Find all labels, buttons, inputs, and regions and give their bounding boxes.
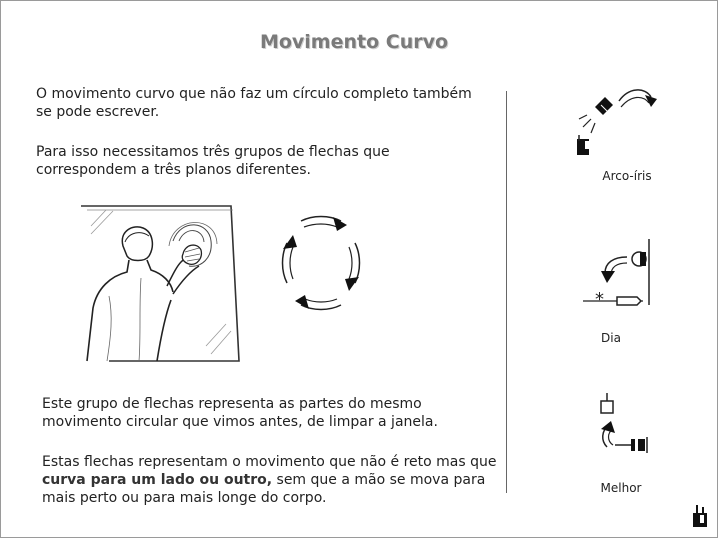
description-text-1: Este grupo de flechas representa as partes do mesmo movimento circular que vimos antes, de limpar a janela. xyxy=(42,396,438,430)
example-label-melhor: Melhor xyxy=(600,481,642,495)
corner-hand-icon xyxy=(691,503,711,529)
description-text-2 xyxy=(42,453,497,507)
example-label-arco-iris: Arco-íris xyxy=(602,169,652,183)
arco-iris-sign-icon xyxy=(571,83,661,163)
intro-text-2: Para isso necessitamos três grupos de flechas que correspondem a três planos diferentes. xyxy=(36,144,390,178)
melhor-sign-icon xyxy=(593,391,663,456)
intro-text-1: O movimento curvo que não faz um círculo completo também se pode escrever. xyxy=(36,86,472,120)
window-cleaning-illustration xyxy=(61,196,246,376)
vertical-divider xyxy=(506,91,507,493)
circular-arrows-diagram xyxy=(271,213,371,313)
slide-title: Movimento Curvo xyxy=(259,31,449,53)
description-emphasis: curva para um lado ou outro, xyxy=(42,472,273,488)
description-text-2-end: sem que a mão se mova para mais perto ou para mais longe do corpo. xyxy=(42,472,486,506)
example-label-dia: Dia xyxy=(601,331,621,345)
svg-text:*: * xyxy=(595,289,604,310)
description-text-2-start: Estas flechas representam o movimento que não é reto mas que xyxy=(42,454,497,470)
dia-sign-icon xyxy=(583,233,663,313)
